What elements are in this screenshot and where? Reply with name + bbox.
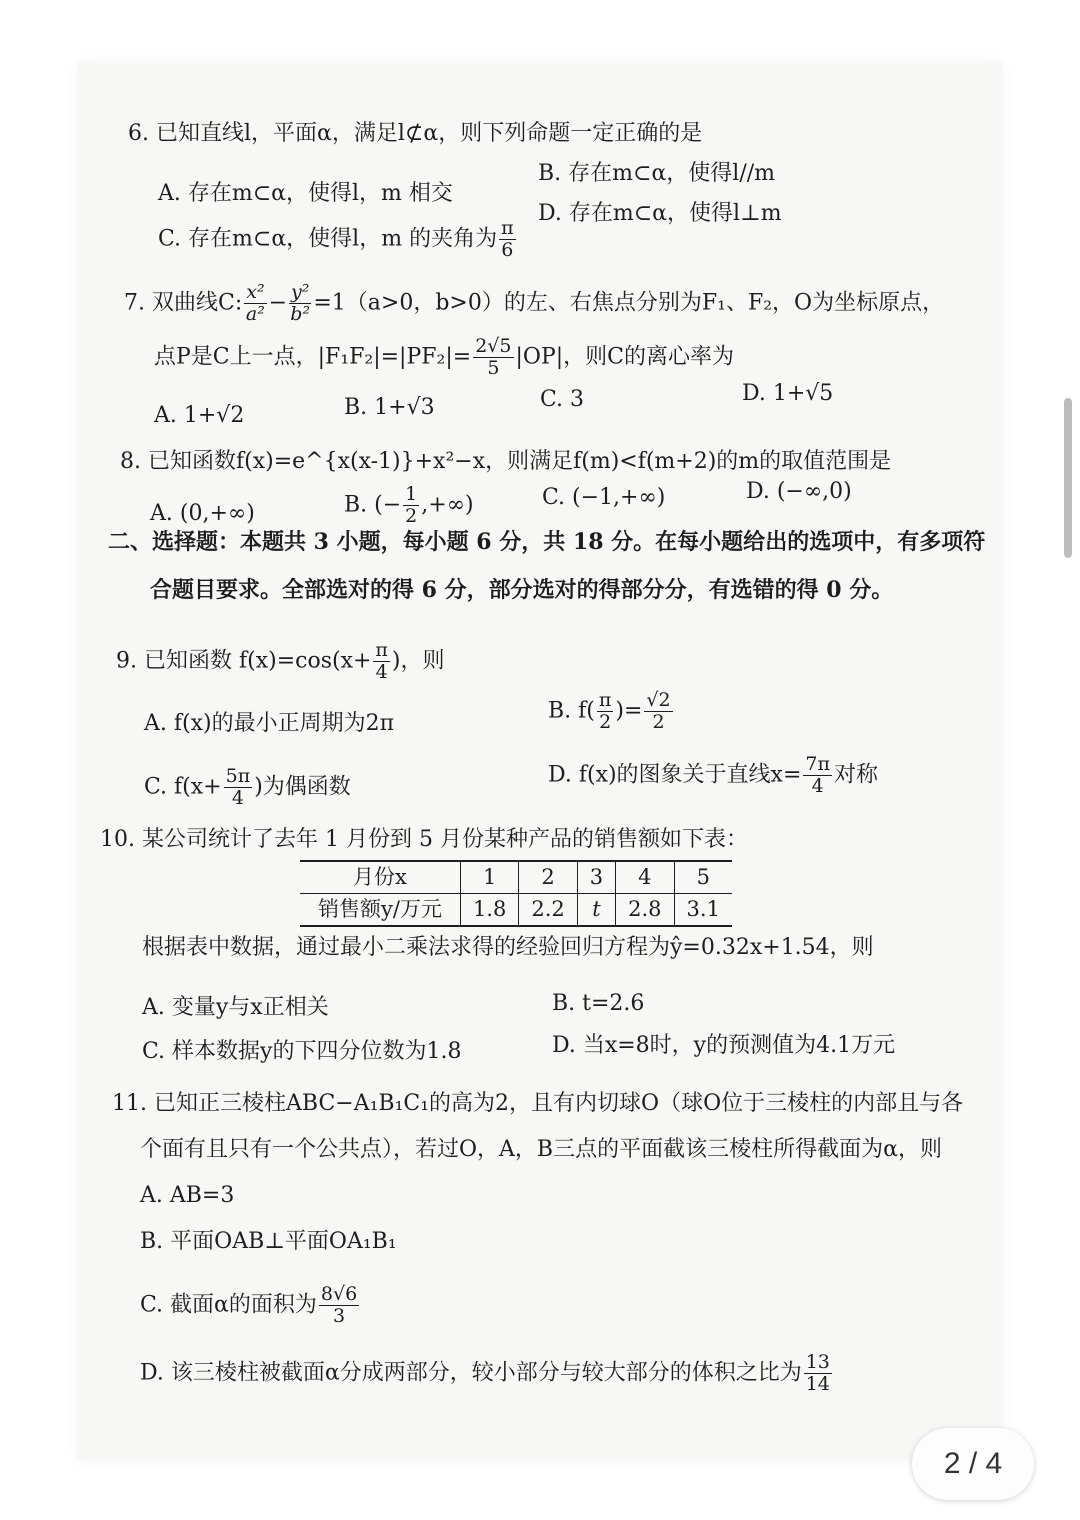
fraction-numerator: 2√5 [475,335,512,357]
page-indicator[interactable] [912,1428,1034,1500]
fraction-denominator: 4 [811,775,824,797]
q7-stem-suffix: =1（a>0，b>0）的左、右焦点分别为F₁、F₂，O为坐标原点， [313,290,945,316]
fraction-numerator: 7π [805,753,830,775]
q7-stem: 7. 双曲线C: $\frac{\text{x²}}{\text{a²}}$ − $\frac{\text{y²}}{\text{b²}}$ =1（a>0，b>0）的左、右焦点分别为F₁、F₂，O为坐标原点， [124,281,945,325]
fraction-numerator: π [501,217,514,239]
q9-option-d [548,754,878,797]
q8-stem: 8. 已知函数f(x)=e^{x(x-1)}+x²−x，则满足f(m)<f(m+2)的m的取值范围是 [120,449,892,474]
fraction-numerator: 13 [805,1351,830,1373]
q11-option-c-text: C. 截面α的面积为 [140,1292,317,1318]
q10-option-b: B. t=2.6 [552,991,645,1016]
table-cell: 1 [460,861,518,894]
q8-option-b [344,484,474,527]
q8-option-b-fraction [403,484,419,527]
q9-option-d-prefix: D. f(x)的图象关于直线x= [548,762,802,788]
q9-option-c-prefix: C. f(x+ [144,774,222,800]
fraction-denominator: 2 [405,505,418,527]
q6-stem: 6. 已知直线l，平面α，满足l⊄α，则下列命题一定正确的是 [128,121,703,146]
sales-table [300,860,732,927]
q10-option-a: A. 变量y与x正相关 [142,995,329,1020]
q10-option-c: C. 样本数据y的下四分位数为1.8 [142,1039,462,1064]
fraction-denominator: 14 [805,1373,830,1395]
q6-option-c [158,218,518,261]
q7-line2-prefix: 点P是C上一点，|F₁F₂|=|PF₂|= [154,344,472,370]
q11-line2: 个面有且只有一个公共点），若过O，A，B三点的平面截该三棱柱所得截面为α，则 [140,1137,942,1162]
q11-option-c [140,1284,361,1327]
q6-option-d: D. 存在m⊂α，使得l⊥m [538,201,782,226]
fraction-numerator: x² [246,281,265,303]
q10-stem: 10. 某公司统计了去年 1 月份到 5 月份某种产品的销售额如下表： [100,827,748,852]
table-header-sales: 销售额y/万元 [300,894,460,927]
q9-option-b-fraction1 [597,690,614,733]
section2-line1: 二、选择题：本题共 3 小题，每小题 6 分，共 18 分。在每小题给出的选项中，有多项符 [108,529,986,555]
q6-option-b: B. 存在m⊂α，使得l//m [538,161,776,186]
q7-x-fraction [244,282,266,325]
q8-option-b-suffix: ,+∞) [421,492,474,518]
q9-stem [116,640,445,683]
q7-line2 [154,336,734,379]
fraction-numerator: y² [291,281,310,303]
q9-option-c [144,766,351,809]
q10-line2: 根据表中数据，通过最小二乘法求得的经验回归方程为ŷ=0.32x+1.54，则 [142,935,874,960]
q7-option-b: B. 1+√3 [344,395,435,420]
q6-option-a: A. 存在m⊂α，使得l，m 相交 [158,181,453,206]
q9-stem-prefix: 9. 已知函数 f(x)=cos(x+ [116,648,372,674]
q9-option-b-fraction2 [644,690,672,733]
q11-option-d [140,1352,834,1395]
fraction-denominator: 3 [333,1305,346,1327]
q7-option-d: D. 1+√5 [742,381,834,406]
q7-stem-prefix: 7. 双曲线C: [124,290,243,316]
q8-option-b-prefix: B. (− [344,492,402,518]
fraction-denominator: 2 [599,711,612,733]
table-cell: 4 [616,861,674,894]
fraction-numerator: π [375,639,388,661]
table-header-month: 月份x [300,861,460,894]
fraction-denominator: 5 [487,357,500,379]
table-cell: 3.1 [686,897,720,921]
q7-option-a: A. 1+√2 [154,403,245,428]
q9-option-d-suffix: 对称 [833,762,878,788]
table-cell: 5 [674,861,732,894]
q11-option-a: A. AB=3 [140,1183,235,1208]
q9-option-b [548,690,675,733]
q7-option-c: C. 3 [540,387,585,412]
table-cell: 2.2 [519,894,577,927]
q9-option-c-suffix: )为偶函数 [254,774,351,800]
section2-line2: 合题目要求。全部选对的得 6 分，部分选对的得部分分，有选错的得 0 分。 [150,577,894,603]
fraction-denominator: a² [245,303,265,325]
q9-option-b-mid: )= [615,698,643,724]
table-cell: t [577,894,615,927]
fraction-numerator: π [598,689,612,711]
q8-option-c: C. (−1,+∞) [542,485,666,510]
table-cell: 3 [577,861,615,894]
table-cell: 2 [519,861,577,894]
fraction-numerator: 1 [405,483,418,505]
q9-stem-fraction [373,640,390,683]
q11-option-d-fraction [804,1352,832,1395]
q9-stem-suffix: )，则 [391,648,445,674]
q10-option-d: D. 当x=8时，y的预测值为4.1万元 [552,1033,896,1058]
fraction-numerator: √2 [646,689,671,711]
fraction-denominator: b² [290,303,311,325]
q8-option-a: A. (0,+∞) [150,501,255,526]
q11-option-c-fraction [319,1284,359,1327]
scrollbar[interactable] [1064,398,1072,558]
table-cell: 1.8 [460,894,518,927]
q11-option-d-text: D. 该三棱柱被截面α分成两部分，较小部分与较大部分的体积之比为 [140,1360,802,1386]
fraction-numerator: 5π [225,765,251,787]
fraction-denominator: 6 [501,239,514,261]
q9-option-d-fraction [803,754,832,797]
fraction-denominator: 4 [231,787,244,809]
q11-line1: 11. 已知正三棱柱ABC−A₁B₁C₁的高为2，且有内切球O（球O位于三棱柱的内部且与各 [112,1091,964,1116]
table-cell: 2.8 [616,894,674,927]
page-indicator-text: 2 / 4 [943,1447,1003,1480]
q9-option-a: A. f(x)的最小正周期为2π [144,711,395,736]
q7-line2-fraction [473,336,513,379]
q8-option-d: D. (−∞,0) [746,479,852,504]
q7-y-fraction [289,282,311,325]
q9-option-b-prefix: B. f( [548,698,595,724]
table-row-sales [300,894,732,927]
fraction-numerator: 8√6 [320,1283,358,1305]
q11-option-b: B. 平面OAB⊥平面OA₁B₁ [140,1229,397,1254]
q6-option-c-text: C. 存在m⊂α，使得l，m 的夹角为 [158,226,498,252]
q6-option-c-fraction [499,218,516,261]
table-row-month [300,861,732,894]
fraction-denominator: 4 [375,661,388,683]
q7-line2-suffix: |OP|，则C的离心率为 [515,344,735,370]
q9-option-c-fraction [224,766,253,809]
fraction-denominator: 2 [652,711,665,733]
